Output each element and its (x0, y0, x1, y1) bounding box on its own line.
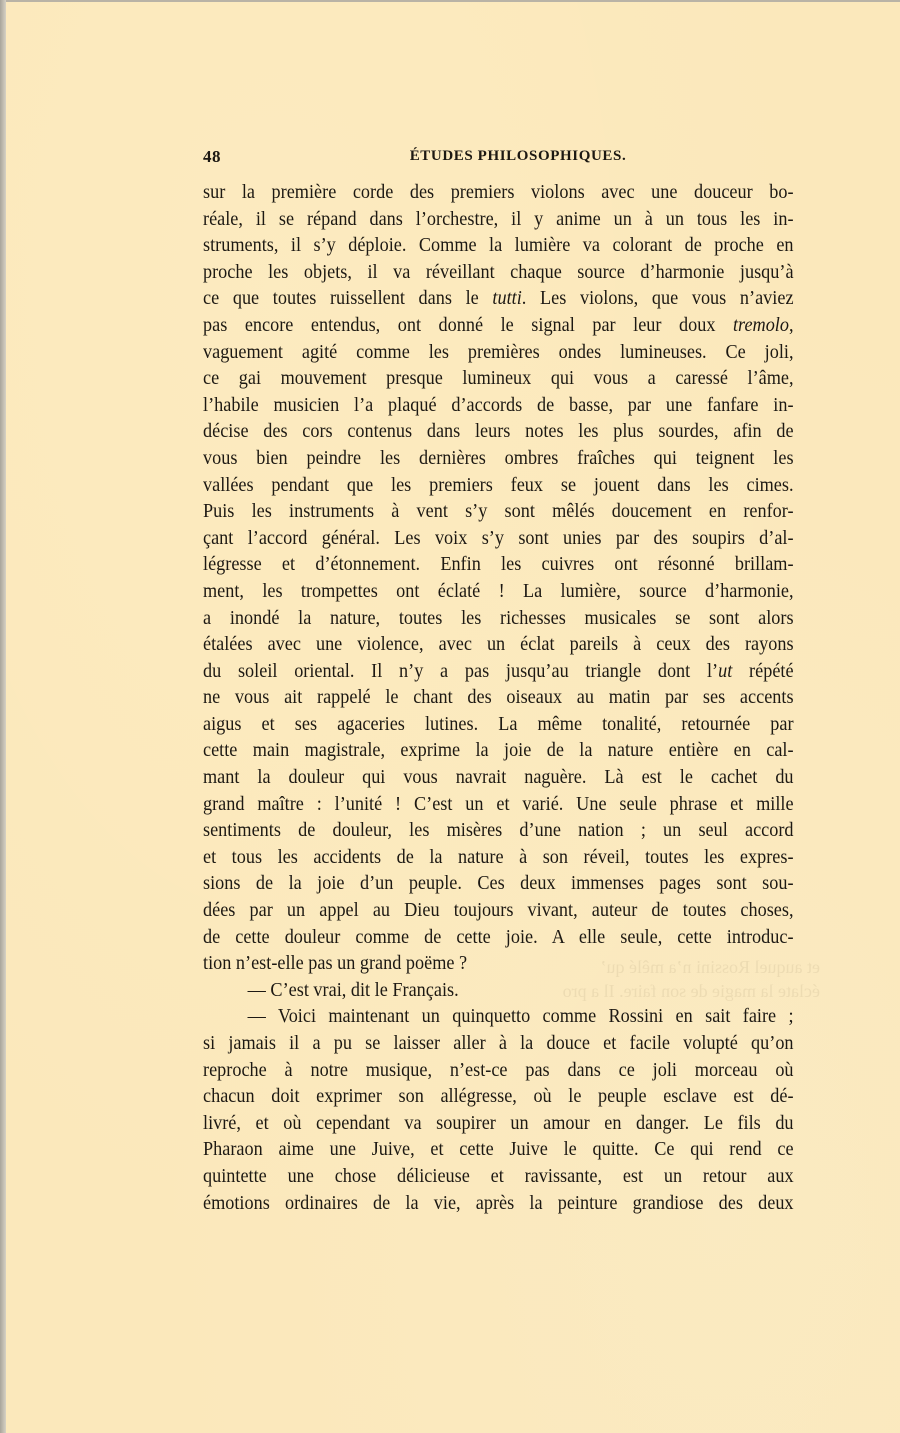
text-line: mant la douleur qui vous navrait naguère. Là est le cachet du (203, 767, 794, 789)
text-run: pas encore entendus, ont donné le signal par leur doux (203, 314, 733, 336)
text-run: ce que toutes ruissellent dans le (203, 288, 493, 310)
text-line: et tous les accidents de la nature à son réveil, toutes les expres- (203, 846, 794, 868)
italic-term: ut (718, 660, 733, 682)
text-line: sentiments de douleur, les misères d’une nation ; un seul accord (203, 820, 794, 842)
text-run: . Les violons, que vous n’aviez (521, 288, 794, 310)
text-line: sur la première corde des premiers violons avec une douceur bo- (203, 182, 794, 203)
text-line (203, 313, 794, 340)
text-run: du soleil oriental. Il n’y a pas jusqu’au triangle dont l’ (203, 660, 719, 682)
text-line: livré, et où cependant va soupirer un amour en danger. Le fils du (203, 1112, 794, 1134)
text-line: struments, il s’y déploie. Comme la lumière va colorant de proche en (203, 235, 794, 257)
text-line: si jamais il a pu se laisser aller à la douce et facile volupté qu’on (203, 1033, 794, 1054)
text-line: étalées avec une violence, avec un éclat pareils à ceux des rayons (203, 634, 794, 656)
text-line: ment, les trompettes ont éclaté ! La lumière, source d’harmonie, (203, 580, 794, 602)
text-line: cette main magistrale, exprime la joie de la nature entière en cal- (203, 740, 794, 762)
italic-term: tutti (492, 288, 522, 310)
text-line: l’habile musicien l’a plaqué d’accords de basse, par une fanfare in- (203, 394, 794, 416)
text-line: quintette une chose délicieuse et ravissante, est un retour aux (203, 1165, 794, 1187)
text-line: vaguement agité comme les premières ondes lumineuses. Ce joli, (203, 341, 794, 363)
text-run: répété (732, 660, 794, 682)
body-text (203, 180, 794, 1217)
page-number: 48 (203, 147, 221, 166)
text-line: aigus et ses agaceries lutines. La même tonalité, retournée par (203, 713, 794, 735)
text-line: vallées pendant que les premiers feux se jouent dans les cimes. (203, 474, 794, 496)
text-line: dées par un appel au Dieu toujours vivant, auteur de toutes choses, (203, 900, 794, 922)
page-header (203, 147, 793, 171)
text-line: décise des cors contenus dans leurs notes les plus sourdes, afin de (203, 421, 794, 443)
text-line: légresse et d’étonnement. Enfin les cuivres ont résonné brillam- (203, 554, 794, 576)
running-title: ÉTUDES PHILOSOPHIQUES. (409, 148, 627, 164)
text-line: Pharaon aime une Juive, et cette Juive le quitte. Ce qui rend ce (203, 1139, 794, 1161)
text-line: sions de la joie d’un peuple. Ces deux immenses pages sont sou- (203, 873, 794, 895)
italic-term: tremolo (732, 314, 789, 336)
text-line (203, 286, 794, 313)
text-line: vous bien peindre les dernières ombres fraîches qui teignent les (203, 447, 794, 469)
text-line: tion n’est-elle pas un grand poëme ? (203, 953, 468, 975)
text-line (203, 659, 794, 686)
text-line: a inondé la nature, toutes les richesses musicales se sont alors (203, 607, 794, 629)
text-line: — C’est vrai, dit le Français. (247, 979, 459, 1001)
text-line: chacun doit exprimer son allégresse, où le peuple esclave est dé- (203, 1086, 794, 1108)
text-line: — Voici maintenant un quinquetto comme Rossini en sait faire ; (247, 1006, 794, 1028)
text-line: émotions ordinaires de la vie, après la peinture grandiose des deux (203, 1192, 794, 1214)
text-line: réale, il se répand dans l’orchestre, il y anime un à un tous les in- (203, 208, 794, 230)
text-line: ne vous ait rappelé le chant des oiseaux au matin par ses accents (203, 687, 794, 709)
text-line: grand maître : l’unité ! C’est un et varié. Une seule phrase et mille (203, 793, 794, 815)
text-line: çant l’accord général. Les voix s’y sont unies par des soupirs d’al- (203, 527, 794, 549)
text-run: , (788, 314, 794, 336)
text-line: proche les objets, il va réveillant chaque source d’harmonie jusqu’à (203, 261, 794, 283)
text-line: reproche à notre musique, n’est-ce pas dans ce joli morceau où (203, 1059, 794, 1081)
text-line: de cette douleur comme de cette joie. A elle seule, cette introduc- (203, 926, 794, 948)
text-line: Puis les instruments à vent s’y sont mêlés doucement en renfor- (203, 501, 794, 523)
text-line: ce gai mouvement presque lumineux qui vous a caressé l’âme, (203, 368, 794, 390)
